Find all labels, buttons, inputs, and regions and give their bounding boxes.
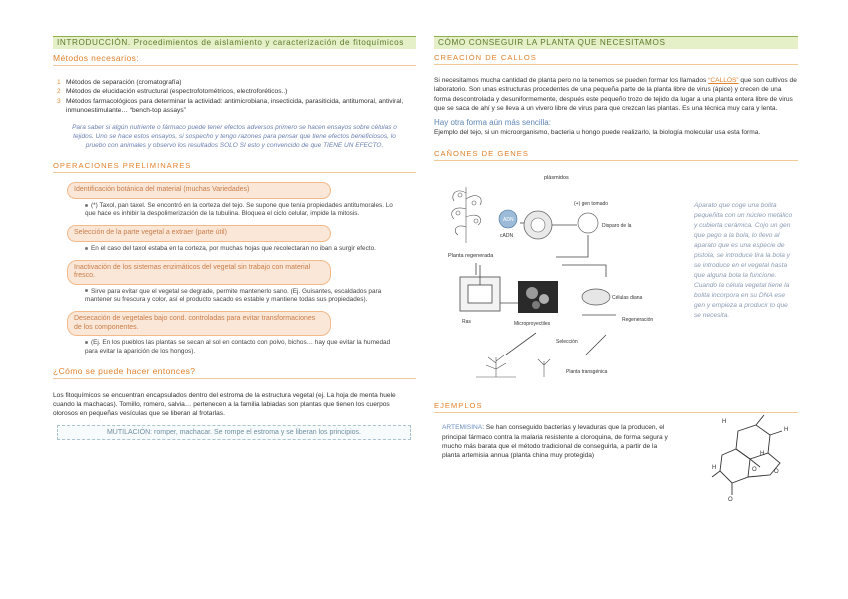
mol-h3: H bbox=[712, 465, 717, 472]
operacion-block-2 bbox=[53, 225, 416, 253]
mutilacion-box: MUTILACIÓN: romper, machacar. Se rompe el estroma y se liberan los principios. bbox=[57, 425, 411, 440]
artemisina-text: ARTEMISINA: Se han conseguido bacterias y levaduras que la producen, el principal fármaco contra la malaria resistente a cloroquina, de forma segura y mucho más barata que el método tradicional de conseguirla, a partir de la planta artemisia annua (planta china muy protegida) bbox=[442, 424, 668, 460]
label-planta: Planta regenerada bbox=[448, 253, 494, 260]
right-section-header: CÓMO CONSEGUIR LA PLANTA QUE NECESITAMOS bbox=[434, 36, 798, 49]
como-title: ¿Cómo se puede hacer entonces? bbox=[53, 366, 416, 379]
label-plasmidos: plásmidos bbox=[544, 175, 569, 182]
operacion-pill-2: Selección de la parte vegetal a extraer (parte útil) bbox=[67, 225, 331, 242]
metodo-item-1: 1 Métodos de separación (cromatografía) bbox=[57, 79, 182, 86]
label-regen: Regeneración bbox=[622, 317, 654, 324]
mol-o3: O bbox=[728, 497, 733, 502]
ejemplos-title: EJEMPLOS bbox=[434, 401, 798, 413]
sencilla-title: Hay otra forma aún más sencilla: bbox=[434, 118, 551, 128]
gene-gun-diagram bbox=[436, 165, 686, 383]
left-column bbox=[53, 36, 416, 440]
mol-o2: O bbox=[774, 469, 779, 476]
label-ras: Ras bbox=[462, 319, 471, 326]
operacion-text-3: Sirve para evitar que el vegetal se degrade, permite mantenerlo sano. (Ej. Guisantes, escaldados para mantener su frescura y color, así el producto sacado es estable y mantiene todas sus propiedades). bbox=[85, 287, 382, 304]
sencilla-text: Ejemplo del tejo, si un microorganismo, bacteria u hongo puede realizarlo, la biología molecular usa esta forma. bbox=[434, 129, 761, 137]
label-adn2: cADN bbox=[500, 233, 514, 240]
operacion-text-4: (Ej. En los pueblos las plantas se secan al sol en contacto con polvo, bichos… hay que evitar la humedad para evitar la aparición de los hongos). bbox=[85, 339, 391, 355]
metodos-title: Métodos necesarios: bbox=[53, 53, 416, 66]
operacion-pill-4: Desecación de vegetales bajo cond. controladas para evitar transformaciones de los componentes. bbox=[67, 311, 331, 336]
callos-text: Si necesitamos mucha cantidad de planta pero no la tenemos se pueden formar los llamados “CALLOS” que son cultivos de laboratorio. Son unas estructuras procedentes de una pequeña parte de la planta libre de virus (ápice) y crecen de una forma descontrolada y desuniformemente, después este pequeño trozo de tejido da lugar a una planta entera libre de virus que se saca de ahí y se lleva a un vivero libre de virus para que crezcan las plantas. Es una técnica muy cara y lenta. bbox=[434, 77, 797, 112]
label-disparo: Disparo de la bbox=[602, 223, 632, 230]
mol-me: H bbox=[760, 451, 765, 458]
label-adn: ADN bbox=[503, 217, 514, 224]
gene-gun-side-note: Aparato que coge una bolita pequeñita con un núcleo metálico y cubierta cerámica. Cojo un gen que pego a la bola, lo llevo al aparato que es una especie de pistola, se introduce tira la bola y se introduce en el vegetal hasta que alguna bola la funcione. Cuando la célula vegetal tiene la bolita incorpora en su DNA ese gen y empieza a producir lo que se necesita. bbox=[694, 202, 793, 320]
label-mic: Microproyectiles bbox=[514, 321, 551, 328]
operacion-pill-1: Identificación botánica del material (muchas Variedades) bbox=[67, 182, 331, 199]
operaciones-title: OPERACIONES PRELIMINARES bbox=[53, 161, 416, 173]
como-text: Los fitoquímicos se encuentran encapsulados dentro del estroma de la estructura vegetal (ej. La hoja de menta huele cuando la machacas). Tomillo, romero, salvia… pertenecen a la familia labiadas son plantas que tienen los cuerpos olorosos en pequeñas vesículas que se liberan al frotarlas. bbox=[53, 391, 396, 418]
operacion-pill-3: Inactivación de los sistemas enzimáticos del vegetal sin trabajo con material fresco. bbox=[67, 260, 331, 285]
left-section-header: INTRODUCCIÓN. Procedimientos de aislamiento y caracterización de fitoquímicos bbox=[53, 36, 416, 49]
artemisina-label: ARTEMISINA bbox=[442, 424, 483, 432]
operacion-text-2: En el caso del taxol estaba en la corteza, por muchas hojas que recolectaran no iban a surgir efecto. bbox=[53, 245, 416, 254]
transgenic-plant-icon bbox=[476, 355, 550, 377]
right-column bbox=[434, 36, 798, 509]
metodo-item-2: 2 Métodos de elucidación estructural (espectrofotométricos, electroforéticos..) bbox=[57, 88, 288, 96]
label-trans: Planta transgénica bbox=[566, 369, 608, 376]
artemisinin-molecule-icon bbox=[708, 411, 798, 501]
gene-gun-device-icon bbox=[460, 265, 500, 311]
operacion-block-3 bbox=[53, 260, 416, 306]
mol-h1: H bbox=[722, 419, 727, 426]
label-cel: Células diana bbox=[612, 295, 643, 302]
label-nueva: (+) gen tomado bbox=[574, 201, 609, 208]
label-sel: Selección bbox=[556, 339, 578, 346]
plasmid-icon bbox=[524, 211, 552, 239]
callos-title: CREACIÓN DE CALLOS bbox=[434, 53, 798, 65]
operacion-block-1 bbox=[53, 182, 416, 219]
canones-row bbox=[434, 165, 798, 397]
mol-h2: H bbox=[784, 427, 789, 434]
mol-o1: O bbox=[752, 467, 757, 474]
recombinant-plasmid-icon bbox=[578, 213, 598, 233]
callos-highlight: “CALLOS” bbox=[708, 77, 739, 84]
target-cells-icon bbox=[582, 289, 610, 305]
ejemplos-row bbox=[434, 419, 798, 509]
metodo-item-3: 3 Métodos farmacológicos para determinar la actividad: antimicrobiana, insecticida, parasiticida, antitumoral, antiviral, inmunoestimulante… “bench-top assays” bbox=[57, 97, 404, 114]
metodos-list bbox=[53, 78, 416, 115]
plant-illustration-icon bbox=[452, 187, 482, 243]
operacion-block-4 bbox=[53, 311, 416, 357]
canones-title: CAÑONES DE GENES bbox=[434, 149, 798, 161]
italic-note: Para saber si algún nutriente o fármaco puede tener efectos adversos primero se hacen ensayos sobre células o tejidos. Uno se hace estos ensayos, si sospecho y tengo razones para pensar que tiene efectos beneficiosos, lo pruebo con animales y observo los resultados SOLO SI esto y convencido de que TIENE UN EFECTO. bbox=[72, 124, 397, 150]
operacion-text-1: (*) Taxol, pan taxel. Se encontró en la corteza del tejo. Se supone que tenía propiedades antitumorales. Lo que hace es inhibir la despolimerización de la tubulina. Bloquea el ciclo celular, impide la mitosis. bbox=[85, 201, 393, 218]
